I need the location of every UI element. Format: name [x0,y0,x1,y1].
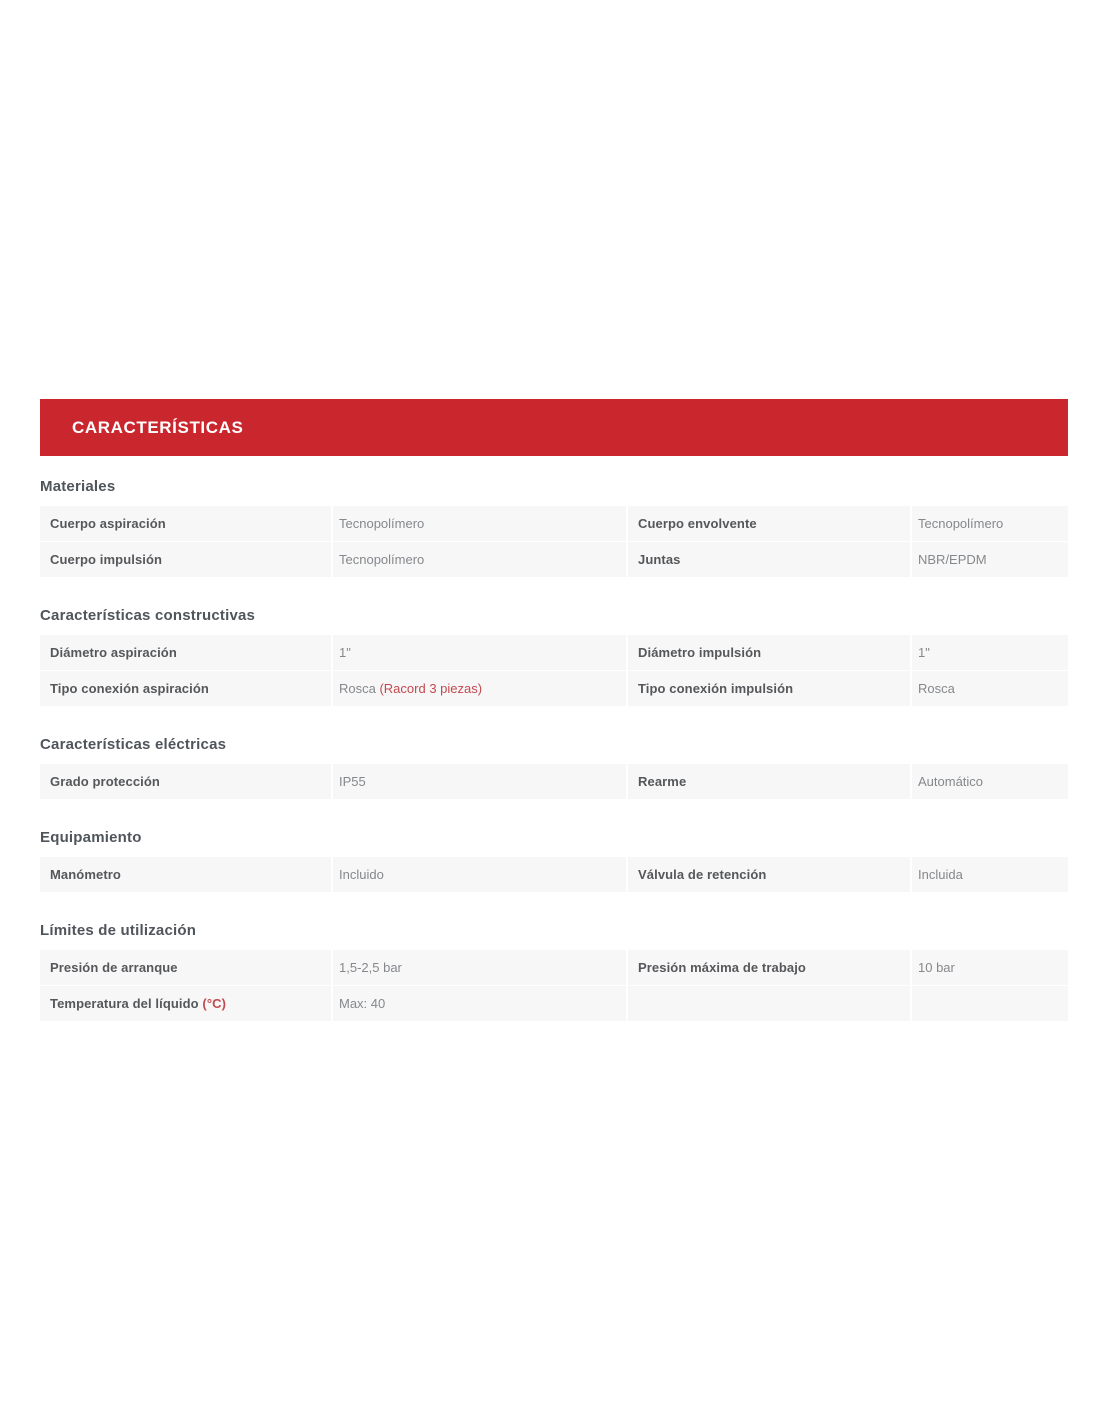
spec-label-cell: Cuerpo aspiración [40,506,331,541]
section-heading-materiales: Materiales [40,478,116,495]
spec-value-note-red: (Racord 3 piezas) [379,681,483,696]
spec-table-limites [40,950,1068,1021]
section-heading-equipamiento: Equipamiento [40,829,142,846]
spec-label-cell [40,986,331,1021]
spec-label-cell: Diámetro impulsión [628,635,910,670]
section-caracteristicas-constructivas [40,607,1068,706]
spec-label-cell: Cuerpo envolvente [628,506,910,541]
spec-value-cell: Automático [912,764,1068,799]
spec-value-text: Rosca [339,681,380,696]
section-materiales [40,478,1068,577]
section-heading-constructivas: Características constructivas [40,607,256,624]
spec-table-constructivas [40,635,1068,706]
spec-label-cell: Grado protección [40,764,331,799]
spec-label-cell: Tipo conexión impulsión [628,671,910,706]
spec-label-cell: Presión máxima de trabajo [628,950,910,985]
spec-label-cell: Válvula de retención [628,857,910,892]
section-heading-electricas: Características eléctricas [40,736,227,753]
spec-label-cell: Rearme [628,764,910,799]
spec-value-cell: 10 bar [912,950,1068,985]
spec-value-cell: Max: 40 [333,986,626,1021]
spec-label-cell: Manómetro [40,857,331,892]
characteristics-title: CARACTERÍSTICAS [72,417,244,437]
spec-empty-cell [628,986,910,1021]
spec-label-cell: Cuerpo impulsión [40,542,331,577]
spec-label-note-red: (°C) [202,996,227,1011]
spec-value-cell: IP55 [333,764,626,799]
spec-table-electricas [40,764,1068,799]
spec-label-text: Temperatura del líquido [50,996,203,1011]
spec-value-cell [333,671,626,706]
spec-value-cell: Rosca [912,671,1068,706]
spec-value-cell: Incluida [912,857,1068,892]
characteristics-header-band [40,399,1068,456]
spec-value-cell: Tecnopolímero [912,506,1068,541]
spec-value-cell: Incluido [333,857,626,892]
spec-empty-cell [912,986,1068,1021]
spec-value-cell: 1,5-2,5 bar [333,950,626,985]
spec-label-cell: Tipo conexión aspiración [40,671,331,706]
spec-table-equipamiento [40,857,1068,892]
section-heading-limites: Límites de utilización [40,922,197,939]
spec-label-cell: Diámetro aspiración [40,635,331,670]
section-equipamiento [40,829,1068,892]
spec-value-cell: 1" [333,635,626,670]
spec-value-cell: 1" [912,635,1068,670]
section-caracteristicas-electricas [40,736,1068,799]
spec-value-cell: Tecnopolímero [333,506,626,541]
spec-table-materiales [40,506,1068,577]
spec-value-cell: NBR/EPDM [912,542,1068,577]
spec-label-cell: Presión de arranque [40,950,331,985]
spec-value-cell: Tecnopolímero [333,542,626,577]
spec-label-cell: Juntas [628,542,910,577]
section-limites-utilizacion [40,922,1068,1021]
